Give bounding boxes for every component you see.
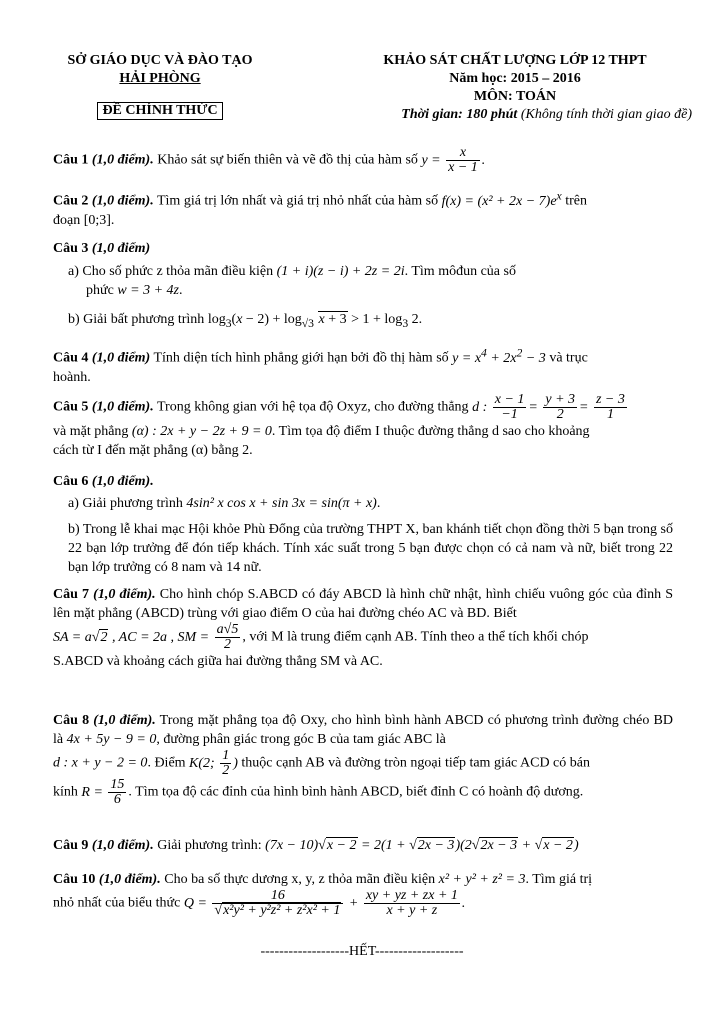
question-points: (1,0 điểm). <box>91 399 154 415</box>
question-text-line2: phức <box>86 283 114 298</box>
question-points: (1,0 điểm). <box>91 838 154 853</box>
question-text-line2: nhỏ nhất của biểu thức <box>53 895 181 911</box>
formula: K(2; $\frac{1}{2}$ ) <box>189 748 238 778</box>
question-text: b) Giải bất phương trình <box>68 312 205 327</box>
question-text-line2: đoạn <box>53 212 81 228</box>
school-year: Năm học: 2015 – 2016 <box>449 71 581 86</box>
department-name: SỞ GIÁO DỤC VÀ ĐÀO TẠO <box>67 53 253 68</box>
question-text-line3a: . Điểm <box>147 755 186 771</box>
question-text-line3: , với M là trung điểm cạnh AB. Tính theo a thể tích khối chóp <box>242 629 589 645</box>
formula: d : x + y − 2 = 0 <box>53 755 148 771</box>
formula: y = $\frac{x}{x - 1}$ . <box>421 145 486 175</box>
formula: w = 3 + 4z <box>117 283 179 298</box>
question-text-line4a: kính <box>53 784 78 800</box>
question-text-line2b: . Tìm tọa độ điểm I thuộc đường thẳng d sao cho khoảng <box>271 424 590 439</box>
question-text: Tính diện tích hình phẳng giới hạn bởi đồ thị hàm số <box>153 350 449 366</box>
question-3 <box>53 239 673 258</box>
question-label: Câu 7 <box>53 587 90 602</box>
question-label: Câu 6 <box>53 474 89 489</box>
question-text-tail: trên <box>565 193 587 209</box>
question-3b: b) Giải bất phương trình $\log_3(x - 2) + \log_{√3} x + 3 > 1 + \log_3 2$. <box>68 312 423 330</box>
question-10 <box>53 870 673 918</box>
question-text: Cho hình chóp S.ABCD có đáy ABCD là hình chữ nhật, hình chiếu vuông góc của đỉnh S lên mặt phẳng (ABCD) trùng với giao điểm O của hai đường chéo AC và BD. Biết <box>53 587 674 621</box>
formula: (7x − 10)√x − 2 = 2(1 + √2x − 3)(2√2x − 3 + √x − 2) <box>265 838 579 853</box>
question-label: Câu 3 <box>53 241 89 256</box>
duration-note: (Không tính thời gian giao đề) <box>520 107 692 122</box>
formula: d : $\frac{x - 1}{-1}$ = $\frac{y + 3}{2}$ = $\frac{z - 3}{1}$ <box>472 392 625 422</box>
question-7 <box>53 585 673 671</box>
question-text: Giải phương trình: <box>157 838 262 853</box>
question-text-line2: hoành. <box>53 369 91 385</box>
question-text-line2: và mặt phẳng <box>53 424 129 439</box>
question-points: (1,0 điểm) <box>91 241 151 256</box>
city-name: HẢI PHÒNG <box>119 71 201 86</box>
question-points: (1,0 điểm). <box>91 474 154 489</box>
question-text: Tìm giá trị lớn nhất và giá trị nhỏ nhất của hàm số <box>156 193 439 209</box>
question-label: Câu 10 <box>53 872 96 887</box>
question-text: Trong mặt phẳng tọa độ Oxy, cho hình bình hành ABCD có phương trình đường chéo BD là <box>53 713 673 747</box>
question-text: a) Cho số phức z thỏa mãn điều kiện <box>68 264 274 279</box>
question-points: (1,0 điểm) <box>91 350 151 366</box>
question-text-line3b: thuộc cạnh AB và đường tròn ngoại tiếp tam giác ACD có bán <box>241 755 590 771</box>
question-label: Câu 4 <box>53 350 89 366</box>
question-text: Cho ba số thực dương x, y, z thỏa mãn điều kiện <box>164 872 436 887</box>
question-6b <box>68 520 673 577</box>
question-9 <box>53 836 673 855</box>
question-text-line4b: . Tìm tọa độ các đỉnh của hình bình hành ABCD, biết đỉnh C có hoành độ dương. <box>128 784 584 800</box>
question-text-tail: . Tìm môđun của số <box>404 264 516 279</box>
question-text-tail: và trục <box>549 350 588 366</box>
question-text-line3: cách từ I đến mặt phẳng (α) bằng 2. <box>53 443 253 458</box>
formula: $\log_3(x - 2) + \log_{√3} x + 3 > 1 + \log_3 2$ <box>207 312 419 330</box>
formula: $f(x) = (x^2 + 2x - 7)e^x$ <box>441 189 562 209</box>
question-points: (1,0 điểm). <box>91 193 154 209</box>
end-marker: -------------------HẾT------------------- <box>260 944 464 959</box>
question-text: b) Trong lễ khai mạc Hội khỏe Phù Đổng của trường THPT X, ban khánh tiết chọn đồng thời 5 bạn trong số 22 bạn lớp trưởng để đón tiếp khách. Tính xác suất trong 5 bạn được chọn có cả nam và nữ, biết trong 22 bạn lớp trưởng có 8 nam và 14 nữ. <box>68 522 673 575</box>
question-points: (1,0 điểm). <box>91 152 154 168</box>
exam-duration: Thời gian: 180 phút <box>401 107 518 122</box>
formula: (α) : 2x + y − 2z + 9 = 0 <box>131 424 272 439</box>
formula: 4x + 5y − 9 = 0 <box>66 732 157 747</box>
question-3a: a) Cho số phức z thỏa mãn điều kiện (1 + i)(z − i) + 2z = 2i. Tìm môđun của số phức w = 3 + 4z. <box>68 264 516 298</box>
formula: 4sin² x cos x + sin 3x = sin(π + x) <box>186 496 377 511</box>
formula: Q = $\frac{16}{\text{√x²y² + y²z² + z²x² + 1}}$ + $\frac{xy + yz + zx + 1}{x + y + z}$ . <box>183 888 466 918</box>
formula: $y = x^4 + 2x^2 - 3$ <box>452 346 546 366</box>
question-6a: a) Giải phương trình 4sin² x cos x + sin 3x = sin(π + x). <box>68 496 381 511</box>
question-label: Câu 8 <box>53 713 90 728</box>
header-left <box>40 52 280 120</box>
header-right <box>330 52 700 124</box>
question-points: (1,0 điểm). <box>93 713 156 728</box>
question-label: Câu 5 <box>53 399 89 415</box>
question-1 <box>53 146 673 175</box>
formula: x² + y² + z² = 3 <box>438 872 526 887</box>
question-text-line4: S.ABCD và khoảng cách giữa hai đường thẳng SM và AC. <box>53 654 383 669</box>
exam-title: KHẢO SÁT CHẤT LƯỢNG LỚP 12 THPT <box>383 53 647 68</box>
question-label: Câu 2 <box>53 193 89 209</box>
subject: MÔN: TOÁN <box>473 89 557 104</box>
formula: (1 + i)(z − i) + 2z = 2i <box>276 264 405 279</box>
question-text: Trong không gian với hệ tọa độ Oxyz, cho đường thẳng <box>156 399 469 415</box>
formula: R = $\frac{15}{6}$ <box>81 777 125 807</box>
question-4 <box>53 343 673 387</box>
question-label: Câu 9 <box>53 838 89 853</box>
formula: [0;3]. <box>83 212 115 228</box>
question-points: (1,0 điểm). <box>98 872 161 887</box>
official-stamp: ĐỀ CHÍNH THỨC <box>97 102 222 120</box>
question-5 <box>53 393 673 460</box>
question-text: a) Giải phương trình <box>68 496 183 511</box>
question-text: Khảo sát sự biến thiên và vẽ đồ thị của hàm số <box>157 152 418 168</box>
question-points: (1,0 điểm). <box>93 587 156 602</box>
question-text-2: , đường phân giác trong góc B của tam giác ABC là <box>156 732 446 747</box>
question-text-tail: . Tìm giá trị <box>525 872 593 887</box>
question-2 <box>53 186 673 230</box>
question-6 <box>53 472 673 491</box>
question-8 <box>53 711 673 807</box>
formula: SA = a√2 , AC = 2a , SM = $\frac{a√5}{2}$ <box>53 622 239 652</box>
question-label: Câu 1 <box>53 152 89 168</box>
